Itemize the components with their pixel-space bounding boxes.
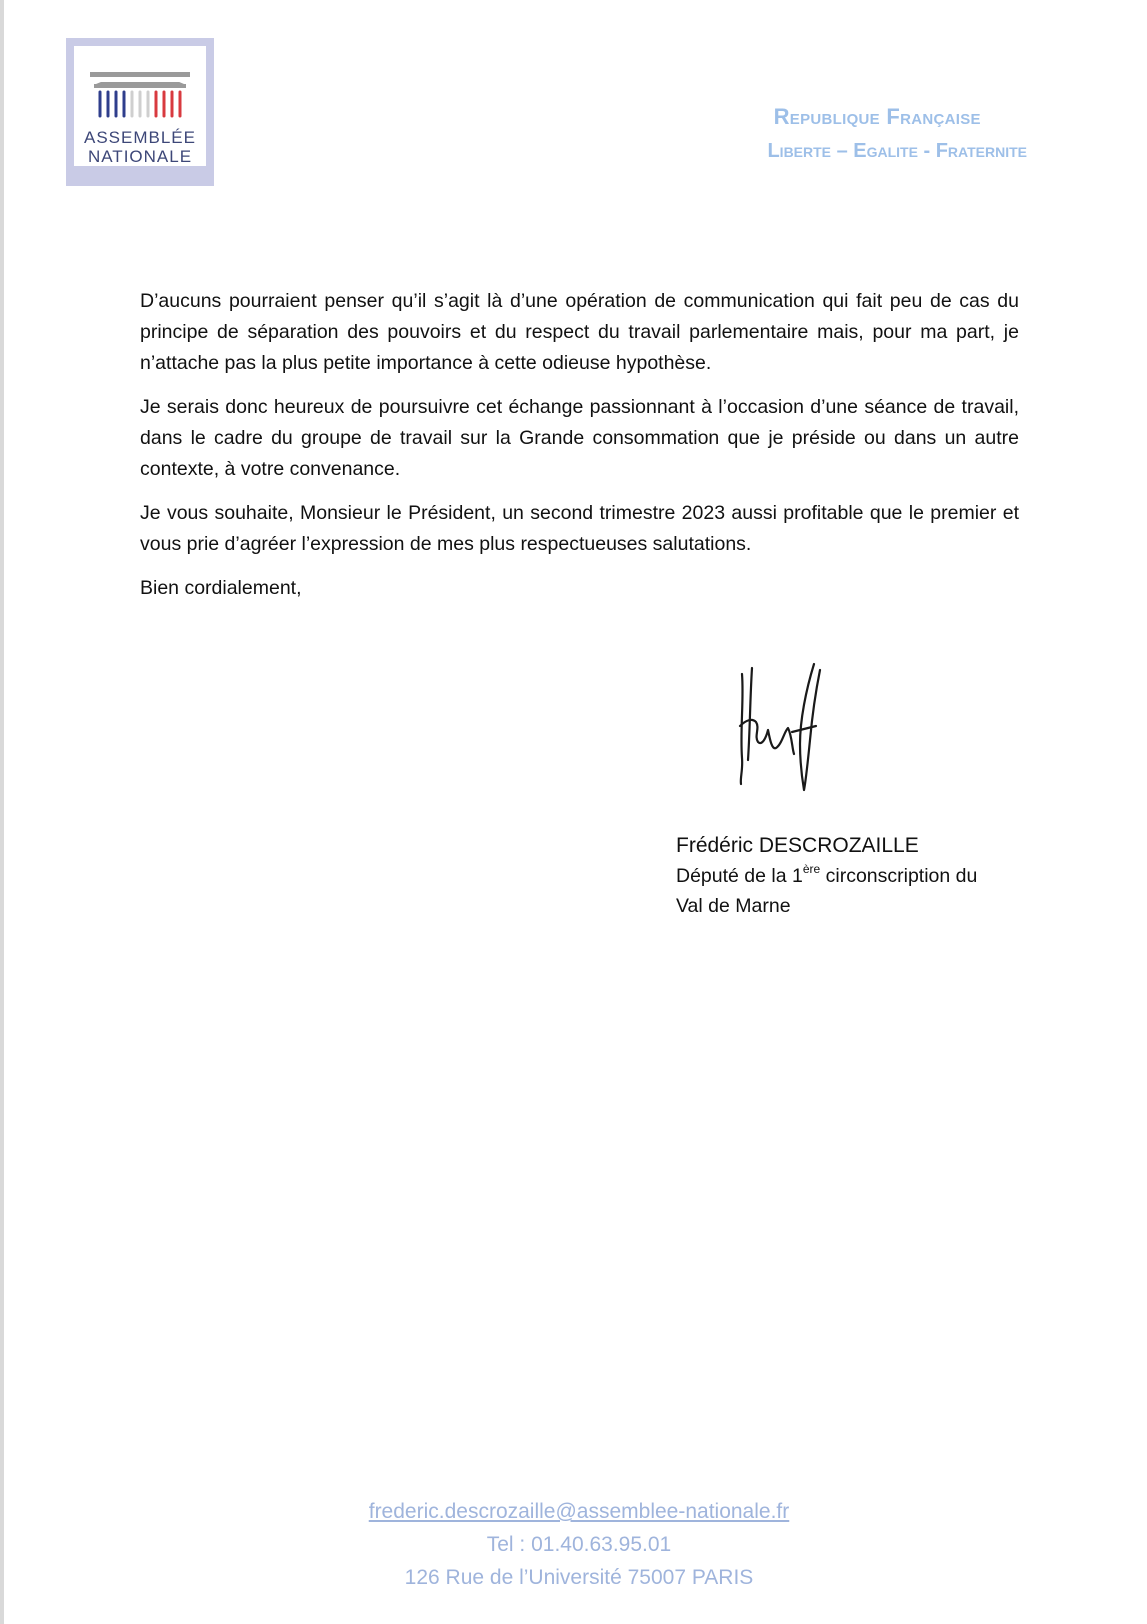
republic-motto: Liberte – Egalite - Fraternite (767, 140, 1027, 162)
letter-body (140, 286, 1019, 617)
assemblee-nationale-logo (66, 38, 214, 186)
email-link[interactable]: frederic.descrozaille@assemblee-nationale.fr (368, 1500, 790, 1523)
letterhead-heading (767, 100, 1027, 168)
signature-block (676, 831, 1022, 921)
hemicycle-icon (88, 60, 192, 126)
phone-number: Tel : 01.40.63.95.01 (486, 1533, 672, 1556)
paragraph: Je vous souhaite, Monsieur le Président, un second trimestre 2023 aussi profitable que le premier et vous prie d’agréer l’expression de mes plus respectueuses salutations. (140, 502, 1019, 555)
handwritten-signature (730, 660, 840, 805)
role-prefix: Député de la 1 (676, 865, 803, 887)
signatory-role (676, 861, 1022, 891)
signatory-name: Frédéric DESCROZAILLE (676, 834, 919, 857)
logo-text (74, 128, 206, 166)
signatory-district: Val de Marne (676, 895, 791, 917)
paragraph: Je serais donc heureux de poursuivre cet échange passionnant à l’occasion d’une séance de travail, dans le cadre du groupe de travail sur la Grande consommation que je préside ou dans un autre contexte, à votre convenance. (140, 396, 1019, 480)
page-edge (0, 0, 4, 1624)
logo-line-1: ASSEMBLÉE (84, 128, 196, 147)
role-superscript: ère (802, 861, 821, 876)
postal-address: 126 Rue de l’Université 75007 PARIS (404, 1566, 754, 1589)
logo-line-2: NATIONALE (87, 147, 193, 166)
paragraph: D’aucuns pourraient penser qu’il s’agit là d’une opération de communication qui fait peu de cas du principe de séparation des pouvoirs et du respect du travail parlementaire mais, pour ma part, je n’attache pas la plus petite importance à cette odieuse hypothèse. (140, 290, 1019, 374)
republic-title: Republique Française (773, 104, 981, 129)
closing: Bien cordialement, (140, 577, 302, 599)
role-suffix: circonscription du (820, 865, 978, 887)
letter-footer (0, 1495, 1147, 1594)
logo-panel (74, 46, 206, 166)
